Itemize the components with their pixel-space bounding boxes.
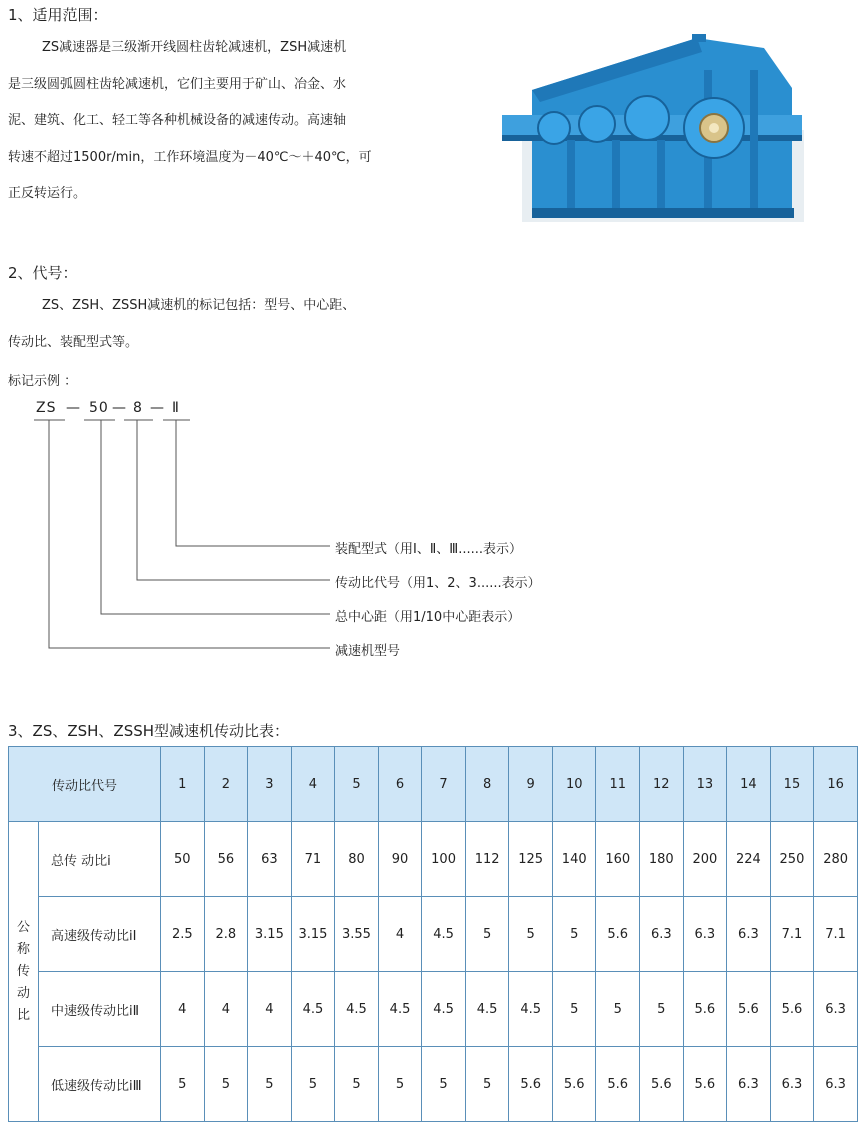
table-cell: 4 xyxy=(204,972,248,1047)
table-cell: 5 xyxy=(204,1047,248,1122)
section1-line-2: 是三级圆弧圆柱齿轮减速机，它们主要用于矿山、冶金、水 xyxy=(8,76,347,92)
table-cell: 140 xyxy=(552,822,596,897)
group-label: 公称传动比 xyxy=(16,919,30,1023)
table-cell: 50 xyxy=(161,822,205,897)
table-cell: 5 xyxy=(248,1047,292,1122)
table-cell: 125 xyxy=(509,822,553,897)
table-row xyxy=(9,972,858,1047)
section1-line-4: 转速不超过1500r/min，工作环境温度为－40℃～＋40℃，可 xyxy=(8,149,372,165)
table-cell: 5 xyxy=(378,1047,422,1122)
code-sep-1: — xyxy=(66,400,81,416)
table-cell: 4.5 xyxy=(465,972,509,1047)
example-label: 标记示例 ： xyxy=(8,374,78,389)
table-cell: 7.1 xyxy=(770,897,814,972)
table-cell: 80 xyxy=(335,822,379,897)
table-cell: 90 xyxy=(378,822,422,897)
table-cell: 112 xyxy=(465,822,509,897)
table-cell: 6.3 xyxy=(727,1047,771,1122)
section1-line-5: 正反转运行。 xyxy=(8,186,87,201)
table-cell: 5.6 xyxy=(683,1047,727,1122)
section3-title: 3、ZS、ZSH、ZSSH型减速机传动比表： xyxy=(8,722,290,740)
header-code-cell: 1 xyxy=(161,747,205,822)
table-cell: 160 xyxy=(596,822,640,897)
table-row xyxy=(9,1047,858,1122)
code-model: ZS xyxy=(36,400,57,416)
table-cell: 5 xyxy=(552,897,596,972)
header-code-cell: 16 xyxy=(814,747,858,822)
table-cell: 4.5 xyxy=(378,972,422,1047)
table-cell: 71 xyxy=(291,822,335,897)
legend-model: 减速机型号 xyxy=(335,644,401,659)
table-cell: 6.3 xyxy=(683,897,727,972)
table-cell: 5.6 xyxy=(683,972,727,1047)
header-label: 传动比代号 xyxy=(9,747,161,822)
table-cell: 4.5 xyxy=(422,897,466,972)
table-cell: 200 xyxy=(683,822,727,897)
header-code-cell: 3 xyxy=(248,747,292,822)
section1-line-1: ZS减速器是三级渐开线圆柱齿轮减速机，ZSH减速机 xyxy=(42,40,347,55)
table-cell: 5.6 xyxy=(727,972,771,1047)
section2-title: 2、代号： xyxy=(8,264,78,282)
legend-ratio-code: 传动比代号（用1、2、3......表示） xyxy=(335,576,541,591)
table-cell: 4 xyxy=(248,972,292,1047)
table-cell: 4.5 xyxy=(509,972,553,1047)
table-cell: 5.6 xyxy=(770,972,814,1047)
header-code-cell: 15 xyxy=(770,747,814,822)
table-cell: 5 xyxy=(422,1047,466,1122)
table-cell: 5 xyxy=(640,972,684,1047)
table-cell: 63 xyxy=(248,822,292,897)
table-cell: 280 xyxy=(814,822,858,897)
table-cell: 5.6 xyxy=(596,1047,640,1122)
header-code-cell: 13 xyxy=(683,747,727,822)
table-cell: 250 xyxy=(770,822,814,897)
code-ratio: 8 xyxy=(133,400,143,416)
header-code-cell: 11 xyxy=(596,747,640,822)
table-cell: 6.3 xyxy=(814,1047,858,1122)
table-cell: 5 xyxy=(552,972,596,1047)
row-label: 高速级传动比iⅠ xyxy=(39,897,161,972)
code-distance: 50 xyxy=(89,400,109,416)
section1-title: 1、适用范围： xyxy=(8,6,108,24)
table-cell: 5 xyxy=(596,972,640,1047)
row-label: 低速级传动比iⅢ xyxy=(39,1047,161,1122)
table-cell: 5.6 xyxy=(552,1047,596,1122)
table-cell: 180 xyxy=(640,822,684,897)
section1-line-3: 泥、建筑、化工、轻工等各种机械设备的减速传动。高速轴 xyxy=(8,113,347,128)
table-cell: 4 xyxy=(378,897,422,972)
table-cell: 224 xyxy=(727,822,771,897)
code-assembly: Ⅱ xyxy=(172,400,180,416)
table-header-row xyxy=(9,747,858,822)
header-code-cell: 4 xyxy=(291,747,335,822)
table-cell: 5 xyxy=(161,1047,205,1122)
table-cell: 6.3 xyxy=(814,972,858,1047)
table-cell: 4.5 xyxy=(335,972,379,1047)
table-cell: 5 xyxy=(465,897,509,972)
header-code-cell: 14 xyxy=(727,747,771,822)
table-cell: 6.3 xyxy=(640,897,684,972)
legend-center-distance: 总中心距（用1/10中心距表示） xyxy=(335,610,521,625)
table-cell: 5 xyxy=(291,1047,335,1122)
code-sep-3: — xyxy=(150,400,165,416)
legend-assembly: 装配型式（用Ⅰ、Ⅱ、Ⅲ......表示） xyxy=(335,542,522,557)
header-code-cell: 5 xyxy=(335,747,379,822)
table-cell: 7.1 xyxy=(814,897,858,972)
header-code-cell: 2 xyxy=(204,747,248,822)
table-cell: 2.5 xyxy=(161,897,205,972)
header-code-cell: 8 xyxy=(465,747,509,822)
table-row xyxy=(9,822,858,897)
table-cell: 5.6 xyxy=(509,1047,553,1122)
section2-line-2: 传动比、装配型式等。 xyxy=(8,334,139,350)
table-cell: 6.3 xyxy=(770,1047,814,1122)
table-cell: 2.8 xyxy=(204,897,248,972)
table-cell: 4 xyxy=(161,972,205,1047)
table-cell: 5 xyxy=(509,897,553,972)
ratio-table xyxy=(8,746,858,1122)
table-cell: 4.5 xyxy=(422,972,466,1047)
row-label: 总传 动比i xyxy=(39,822,161,897)
table-row xyxy=(9,897,858,972)
table-cell: 6.3 xyxy=(727,897,771,972)
group-label-cell xyxy=(9,822,39,1122)
table-cell: 5.6 xyxy=(640,1047,684,1122)
header-code-cell: 6 xyxy=(378,747,422,822)
table-cell: 4.5 xyxy=(291,972,335,1047)
header-code-cell: 12 xyxy=(640,747,684,822)
code-sep-2: — xyxy=(112,400,127,416)
table-cell: 3.55 xyxy=(335,897,379,972)
header-code-cell: 9 xyxy=(509,747,553,822)
header-code-cell: 7 xyxy=(422,747,466,822)
table-cell: 100 xyxy=(422,822,466,897)
table-cell: 56 xyxy=(204,822,248,897)
row-label: 中速级传动比iⅡ xyxy=(39,972,161,1047)
table-cell: 5 xyxy=(335,1047,379,1122)
section2-line-1: ZS、ZSH、ZSSH减速机的标记包括：型号、中心距、 xyxy=(42,298,356,313)
header-code-cell: 10 xyxy=(552,747,596,822)
table-cell: 5.6 xyxy=(596,897,640,972)
table-cell: 3.15 xyxy=(248,897,292,972)
table-cell: 3.15 xyxy=(291,897,335,972)
table-cell: 5 xyxy=(465,1047,509,1122)
